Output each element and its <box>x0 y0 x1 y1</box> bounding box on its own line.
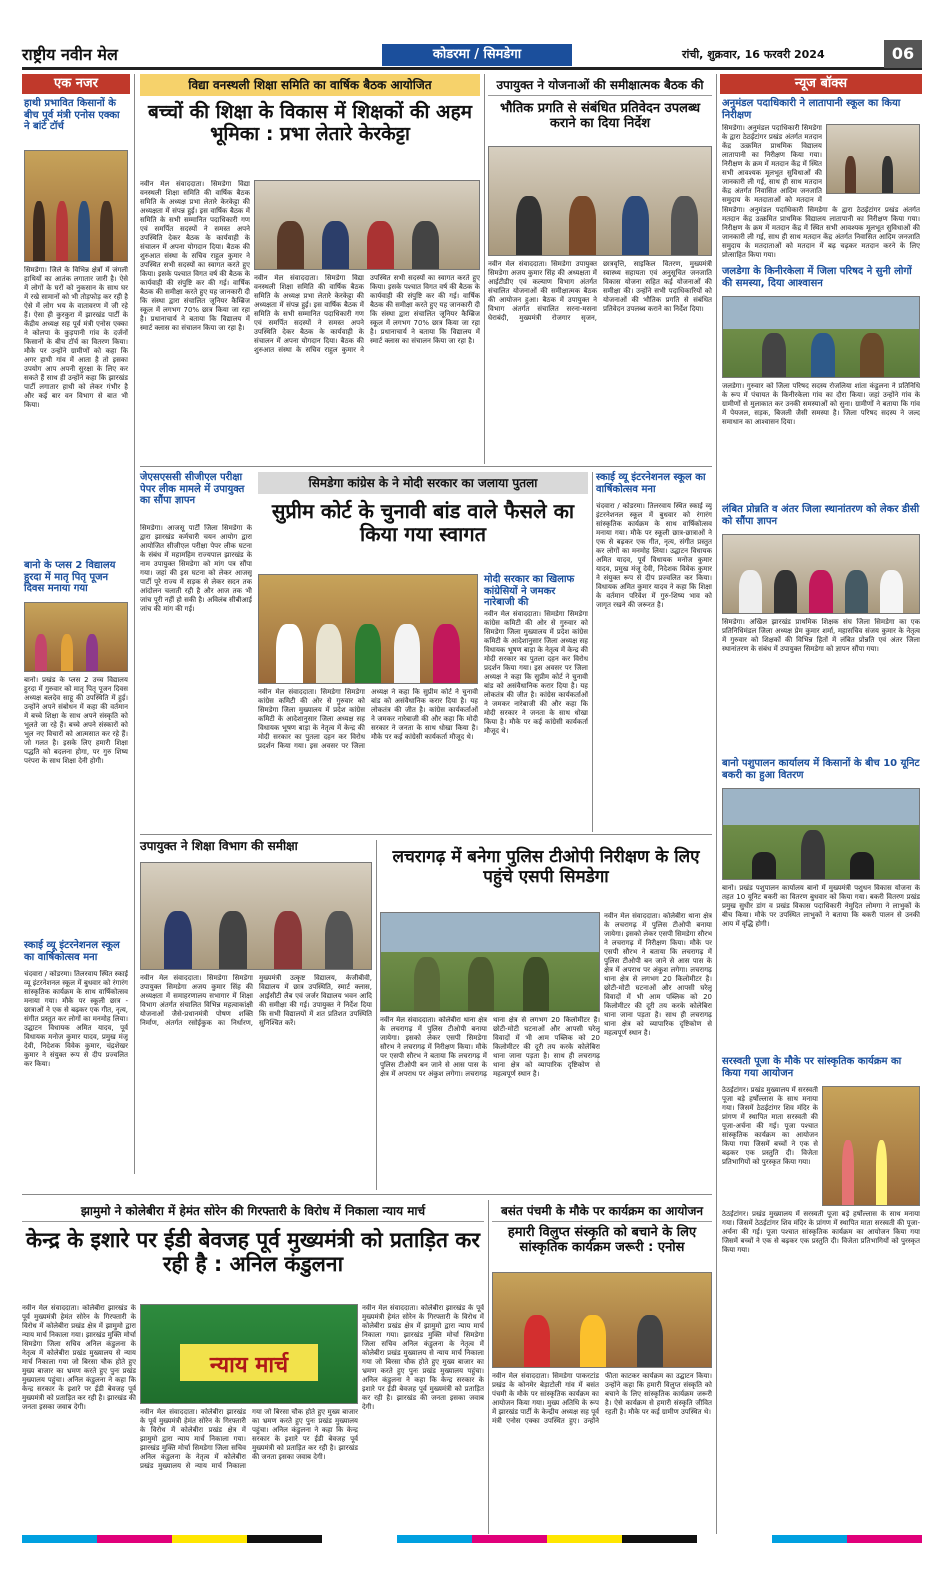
right-story1-text-side: सिमडेगा। अनुमंडल पदाधिकारी सिमडेगा के द्वारा ठेठईटांगर प्रखंड अंतर्गत मतदान केंद्र उत्क्रमित प्राथमिक विद्यालय लातापानी का निरीक्षण किया गया। निरीक्षण के क्रम में मतदान केंद्र में स्थित सभी आवश्यक मूलभूत सुविधाओं की जानकारी ली गई, साथ ही साथ मतदान केंद्र अंतर्गत निवासित आदिम जनजाति समुदाय के मतदाताओं को मतदान में <box>722 124 822 204</box>
bond-subheadline: मोदी सरकार का खिलाफ कांग्रेसियों ने जमकर नारेबाजी की <box>484 574 575 608</box>
section-title: कोडरमा / सिमडेगा <box>382 44 572 66</box>
nyay-headline: केन्द्र के इशारे पर ईडी बेवजह पूर्व मुख्यमंत्री को प्रताड़ित कर रही है : अनिल कंडुलना <box>25 1228 481 1277</box>
police-text-side: नवीन मेल संवाददाता। कोलेबीरा थाना क्षेत्र के लचरागढ़ में पुलिस टीओपी बनाया जायेगा। इसको लेकर एसपी सिमडेगा सौरभ ने लचरागढ़ में निरीक्षण किया। मौके पर एसपी सौरभ ने बताया कि लचरागढ़ में पुलिस टीओपी बन जाने से आस पास के क्षेत्र में अपराध पर अंकुश लगेगा। लचरागढ़ थाना क्षेत्र से लगभग 20 किलोमीटर है। छोटी-मोटी घटनाओं और आपसी घरेलू विवादों में भी आम पब्लिक को 20 किलोमीटर की दूरी तय करके कोलेबिरा थाना जाना पड़ता है। साथ ही लचरागढ़ थाना क्षेत्र को व्यापारिक दृष्टिकोण से महत्वपूर्ण स्थान है। <box>604 912 712 1037</box>
section-rule <box>140 466 712 467</box>
dc-photo <box>140 862 372 970</box>
left-story1-headline: हाथी प्रभावित किसानों के बीच पूर्व मंत्री एनोस एक्का ने बांटे टॉर्च <box>24 98 120 132</box>
school-text: चंदवारा / कोडरमा। तिलरवाय स्थित स्काई व्यू इंटरनेशनल स्कूल में बुधवार को रंगारंग सांस्कृतिक कार्यक्रम के साथ वार्षिकोत्सव मनाया गया। मौके पर स्कूली छात्र-छात्राओं ने एक से बढ़कर एक गीत, नृत्य, संगीत प्रस्तुत कर लोगों का मनमोह लिया। उद्घाटन विधायक अमित यादव, पूर्व विधायक मनोज कुमार यादव, प्रमुख मंजू देवी, निदेशक विवेक कुमार ने संयुक्त रूप से दीप प्रज्वलित कर किया। विधायक अमित कुमार यादव ने कहा कि शिक्षा के वर्तमान परिवेश में गुरु-शिष्य भाव को जागृत रखने की जरूरत है। <box>596 502 712 609</box>
ribbon-dc-meeting: उपायुक्त ने योजनाओं की समीक्षात्मक बैठक की <box>488 74 712 96</box>
right-story4-text: बानो। प्रखंड पशुपालन कार्यालय बानो में मुख्यमंत्री पशुधन विकास योजना के तहत 10 यूनिट बकरी का वितरण बुधवार को किया गया। बकरी वितरण प्रखंड प्रमुख सुधीर डांग व प्रखंड विकास पदाधिकारी नेमुदित लोमगा ने लाभुकों के बीच किया। मौके पर उपस्थित लाभुकों ने बताया कि बकरी पालन से उनकी आय में वृद्धि होगी। <box>722 884 920 928</box>
bond-text-side: नवीन मेल संवाददाता। सिमडेगा सिमडेगा कांग्रेस कमिटी की ओर से गुरुवार को सिमडेगा जिला मुख्यालय में प्रदेश कांग्रेस कमिटी के आदेशानुसार जिला अध्यक्ष सह विधायक भूषण बाड़ा के नेतृत्व में केन्द्र की मोदी सरकार का पुतला दहन कर विरोध प्रदर्शन किया गया। इस अवसर पर जिला अध्यक्ष ने कहा कि सुप्रीम कोर्ट ने चुनावी बांड को असंवैधानिक करार दिया है। यह लोकतंत्र की जीत है। कांग्रेस कार्यकर्ताओं ने जमकर नारेबाजी की और कहा कि मोदी सरकार ने जनता के साथ धोखा किया है। मौके पर कई कांग्रेसी कार्यकर्ता मौजूद थे। <box>484 610 588 735</box>
right-story4-photo <box>722 788 920 880</box>
basant-photo <box>492 1272 712 1368</box>
nyay-text-bottom: नवीन मेल संवाददाता। कोलेबीरा झारखंड के पूर्व मुख्यमंत्री हेमंत सोरेन के गिरफ्तारी के विरोध में कोलेबीरा प्रखंड क्षेत्र में झामुमो द्वारा न्याय मार्च निकाला गया। झारखंड मुक्ति मोर्चा सिमडेगा जिला सचिव अनिल कंडुलना के नेतृत्व में कोलेबीरा प्रखंड मुख्यालय से न्याय मार्च निकाला गया जो बिरसा चौक होते हुए मुख्य बाजार का भ्रमण करते हुए पुनः प्रखंड मुख्यालय पहुंचा। अनिल कंडुलना ने कहा कि केन्द्र सरकार के इशारे पर ईडी बेवजह पूर्व मुख्यमंत्री को प्रताड़ित कर रही है। झारखंड की जनता इसका जवाब देगी। <box>140 1408 358 1470</box>
column-rule <box>488 1200 489 1534</box>
bond-headline: सुप्रीम कोर्ट के चुनावी बांड वाले फैसले का किया गया स्वागत <box>271 499 575 546</box>
nyay-photo <box>140 1304 358 1404</box>
newspaper-page <box>22 40 922 1545</box>
column-rule <box>134 74 135 1174</box>
right-story5-text-side: ठेठईटांगर। प्रखंड मुख्यालय में सरस्वती पूजा बड़े हर्षोल्लास के साथ मनाया गया। जिसमें ठेठईटांगर शिव मंदिर के प्रांगण में स्थापित माता सरस्वती की पूजा-अर्चना की गई। पूजा पश्चात सांस्कृतिक कार्यक्रम का आयोजन किया गया जिसमें बच्चों ने एक से बढ़कर एक प्रस्तुति दी। विजेता प्रतिभागियों को पुरस्कृत किया गया। <box>722 1086 818 1166</box>
ribbon-nyay-march: झामुमो ने कोलेबीरा में हेमंत सोरेन की गिरफ्तारी के विरोध में निकाला न्याय मार्च <box>22 1200 484 1222</box>
nyay-banner-text: न्याय मार्च <box>180 1344 318 1381</box>
column-head-left: एक नजर <box>22 74 130 94</box>
masthead <box>22 40 922 70</box>
left-story1-text: सिमडेगा। जिले के विभिन्न क्षेत्रों में जंगली हाथियों का आतंक लगातार जारी है। ऐसे में लोगों के घरों को नुकसान के साथ घर में रखे सामानों को भी तोड़फोड़ कर रही है ऐसे में लोग भय के वातावरण में जी रहे हैं। ऐसा ही कुरकुरा में झारखंड पार्टी के केंद्रीय अध्यक्ष सह पूर्व मंत्री एनोस एक्का ने कोलपा के कुड़पानी गांव के दर्जनों किसानों के बीच टॉर्च का वितरण किया। मौके पर उन्होंने ग्रामीणों को कहा कि अगर हाथी गांव में आता है तो इसका उपयोग आप अपनी सुरक्षा के लिए कर सकते हैं साथ ही उन्होंने कहा कि झारखंड पार्टी लगातार हाथी को लेकर गंभीर है और कई बार वन विभाग से बात भी किया। <box>24 266 128 409</box>
basant-text: नवीन मेल संवाददाता। सिमडेगा पाकरटांड प्रखंड के कोनमेर बेड़ाटोली गांव में बसंत पंचमी के मौके पर सांस्कृतिक कार्यक्रम का आयोजन किया गया। मुख्य अतिथि के रूप में झारखंड पार्टी के केन्द्रीय अध्यक्ष सह पूर्व मंत्री एनोस एक्का उपस्थित हुए। उन्होंने फीता काटकर कार्यक्रम का उद्घाटन किया। उन्होंने कहा कि हमारी विलुप्त संस्कृति को बचाने के लिए सांस्कृतिक कार्यक्रम जरूरी है। ऐसे कार्यक्रम से हमारी संस्कृति जीवित रहती है। मौके पर कई ग्रामीण उपस्थित थे। <box>492 1372 712 1425</box>
lead-text: नवीन मेल संवाददाता। सिमडेगा विद्या वनस्थली शिक्षा समिति की वार्षिक बैठक समिति के अध्यक्ष प्रभा लेतारे केरकेट्टा की अध्यक्षता में संपन्न हुई। इस वार्षिक बैठक में समिति के सभी सम्मानित पदाधिकारी गण एवं समर्पित सदस्यों ने समस्त अपने उपस्थिति देकर बैठक के कार्यवाही के संचालन में अपना योगदान दिया। बैठक की शुरुआत संस्था के सचिव राहुल कुमार ने उपस्थित सभी सदस्यों का स्वागत करते हुए किया। इसके पश्चात विगत वर्ष की बैठक के कार्यवाही की संपुष्टि कर की गई। वार्षिक बैठक की समीक्षा करते हुए यह जानकारी दी कि संस्था द्वारा संचालित जूनियर कैम्ब्रिज स्कूल में लगभग 70% छात्र किया जा रहा है। प्रधानाचार्य ने बताया कि विद्यालय में स्मार्ट क्लास का संचालन किया जा रहा है। <box>140 180 250 332</box>
section-rule <box>22 1194 712 1195</box>
lead-headline: बच्चों की शिक्षा के विकास में शिक्षकों की अहम भूमिका : प्रभा लेतारे केरकेट्टा <box>147 101 473 145</box>
right-story1-headline: अनुमंडल पदाधिकारी ने लातापानी स्कूल का किया निरीक्षण <box>722 98 901 121</box>
column-rule <box>592 472 593 832</box>
jac-headline: जेएसएससी सीजीएल परीक्षा पेपर लीक मामले में उपायुक्त का सौंपा ज्ञापन <box>140 472 245 506</box>
right-story2-headline: जलडेगा के किनीरकेला में जिला परिषद ने सुनी लोगों की समस्या, दिया आश्वासन <box>722 266 912 289</box>
issue-date: रांची, शुक्रवार, 16 फरवरी 2024 <box>682 48 825 61</box>
column-rule <box>716 74 717 1534</box>
left-story2-headline: बानो के प्लस 2 विद्यालय हुरदा में मातृ पितृ पूजन दिवस मनाया गया <box>24 560 116 594</box>
lead2-photo <box>488 146 712 256</box>
right-story3-photo <box>722 534 920 614</box>
right-story4-headline: बानो पशुपालन कार्यालय में किसानों के बीच 10 यूनिट बकरी का हुआ वितरण <box>722 758 920 781</box>
right-story3-headline: लंबित प्रोन्नति व अंतर जिला स्थानांतरण को लेकर डीसी को सौंपा ज्ञापन <box>722 504 920 527</box>
bond-text: नवीन मेल संवाददाता। सिमडेगा सिमडेगा कांग्रेस कमिटी की ओर से गुरुवार को सिमडेगा जिला मुख्यालय में प्रदेश कांग्रेस कमिटी के आदेशानुसार जिला अध्यक्ष सह विधायक भूषण बाड़ा के नेतृत्व में केन्द्र की मोदी सरकार का पुतला दहन कर विरोध प्रदर्शन किया गया। इस अवसर पर जिला अध्यक्ष ने कहा कि सुप्रीम कोर्ट ने चुनावी बांड को असंवैधानिक करार दिया है। यह लोकतंत्र की जीत है। कांग्रेस कार्यकर्ताओं ने जमकर नारेबाजी की और कहा कि मोदी सरकार ने जनता के साथ धोखा किया है। मौके पर कई कांग्रेसी कार्यकर्ता मौजूद थे। <box>258 688 478 750</box>
lead2-headline: भौतिक प्रगति से संबंधित प्रतिवेदन उपलब्ध कराने का दिया निर्देश <box>499 101 701 131</box>
print-color-bar <box>22 1535 922 1543</box>
right-story5-photo <box>822 1086 920 1206</box>
right-story1-text: सिमडेगा। अनुमंडल पदाधिकारी सिमडेगा के द्वारा ठेठईटांगर प्रखंड अंतर्गत मतदान केंद्र उत्क्रमित प्राथमिक विद्यालय लातापानी का निरीक्षण किया गया। निरीक्षण के क्रम में मतदान केंद्र में स्थित सभी आवश्यक मूलभूत सुविधाओं की जानकारी ली गई, साथ ही साथ मतदान केंद्र अंतर्गत निवासित आदिम जनजाति समुदाय के मतदाताओं को मतदान में बढ़ चढ़कर मतदान करने के लिए प्रोत्साहित किया गया। <box>722 206 920 259</box>
left-story1-photo <box>24 150 128 262</box>
page-number: 06 <box>884 40 922 68</box>
lead-text-continued: नवीन मेल संवाददाता। सिमडेगा विद्या वनस्थली शिक्षा समिति की वार्षिक बैठक समिति के अध्यक्ष प्रभा लेतारे केरकेट्टा की अध्यक्षता में संपन्न हुई। इस वार्षिक बैठक में समिति के सभी सम्मानित पदाधिकारी गण एवं समर्पित सदस्यों ने समस्त अपने उपस्थिति देकर बैठक के कार्यवाही के संचालन में अपना योगदान दिया। बैठक की शुरुआत संस्था के सचिव राहुल कुमार ने उपस्थित सभी सदस्यों का स्वागत करते हुए किया। इसके पश्चात विगत वर्ष की बैठक के कार्यवाही की संपुष्टि कर की गई। वार्षिक बैठक की समीक्षा करते हुए यह जानकारी दी कि संस्था द्वारा संचालित जूनियर कैम्ब्रिज स्कूल में लगभग 70% छात्र किया जा रहा है। प्रधानाचार्य ने बताया कि विद्यालय में स्मार्ट क्लास का संचालन किया जा रहा है। <box>254 274 480 354</box>
right-story1-photo <box>826 124 920 194</box>
lead-photo <box>254 180 480 270</box>
left-story2-text: बानो। प्रखंड के प्लस 2 उच्च विद्यालय हुरदा में गुरुवार को मातृ पितृ पूजन दिवस अध्यक्ष बलदेव साहू की उपस्थिति में हुई। उन्होंने अपने संबोधन में कहा की वर्तमान में बच्चे शिक्षा के साथ अपने संस्कृति को भूलते जा रहे हैं। बच्चे अपने संस्कारों को भूल नए विचारों को आत्मसात कर रहे हैं। जो गलत है। इसके लिए हमारी शिक्षा पद्धति को बदलना होगा, पर गुरु शिष्य परंपरा के साथ शिक्षा देनी होगी। <box>24 676 128 765</box>
jac-text: सिमडेगा। आजसू पार्टी जिला सिमडेगा के द्वारा झारखंड कर्मचारी चयन आयोग द्वारा आयोजित सीजीएल परीक्षा पेपर लीक घटना के संबंध में महामहिम राज्यपाल झारखंड के नाम उपायुक्त सिमडेगा को मांग पत्र सौंपा गया। जहां की इस घटना को लेकर आजसू पार्टी पूरे राज्य में सड़क से लेकर सदन तक आंदोलन चलाती रही है और आज तक भी जांच पूरी नहीं हो सकी है। अविलंब सीबीआई जांच की मांग की गई। <box>140 524 252 613</box>
police-text: नवीन मेल संवाददाता। कोलेबीरा थाना क्षेत्र के लचरागढ़ में पुलिस टीओपी बनाया जायेगा। इसको लेकर एसपी सिमडेगा सौरभ ने लचरागढ़ में निरीक्षण किया। मौके पर एसपी सौरभ ने बताया कि लचरागढ़ में पुलिस टीओपी बन जाने से आस पास के क्षेत्र में अपराध पर अंकुश लगेगा। लचरागढ़ थाना क्षेत्र से लगभग 20 किलोमीटर है। छोटी-मोटी घटनाओं और आपसी घरेलू विवादों में भी आम पब्लिक को 20 किलोमीटर की दूरी तय करके कोलेबिरा थाना जाना पड़ता है। साथ ही लचरागढ़ थाना क्षेत्र को व्यापारिक दृष्टिकोण से महत्वपूर्ण स्थान है। <box>380 1016 600 1078</box>
basant-headline: हमारी विलुप्त संस्कृति को बचाने के लिए सांस्कृतिक कार्यक्रम जरूरी : एनोस <box>507 1225 697 1255</box>
right-story5-text: ठेठईटांगर। प्रखंड मुख्यालय में सरस्वती पूजा बड़े हर्षोल्लास के साथ मनाया गया। जिसमें ठेठईटांगर शिव मंदिर के प्रांगण में स्थापित माता सरस्वती की पूजा-अर्चना की गई। पूजा पश्चात सांस्कृतिक कार्यक्रम का आयोजन किया गया जिसमें बच्चों ने एक से बढ़कर एक प्रस्तुति दी। विजेता प्रतिभागियों को पुरस्कृत किया गया। <box>722 1210 920 1254</box>
police-photo <box>380 912 600 1012</box>
ribbon-samiti: विद्या वनस्थली शिक्षा समिति का वार्षिक बैठक आयोजित <box>140 74 480 96</box>
section-rule <box>140 834 712 835</box>
right-story3-text: सिमडेगा। अखिल झारखंड प्राथमिक शिक्षक संघ जिला सिमडेगा का एक प्रतिनिधिमंडल जिला अध्यक्ष प्रेम कुमार शर्मा, महासचिव संजय कुमार के नेतृत्व में गुरुवार को शिक्षकों की विभिन्न हितों में लंबित प्रोन्नति एवं अंतर जिला स्थानांतरण के संबंध में उपायुक्त सिमडेगा को ज्ञापन सौंपा गया। <box>722 618 920 653</box>
nyay-text-right: नवीन मेल संवाददाता। कोलेबीरा झारखंड के पूर्व मुख्यमंत्री हेमंत सोरेन के गिरफ्तारी के विरोध में कोलेबीरा प्रखंड क्षेत्र में झामुमो द्वारा न्याय मार्च निकाला गया। झारखंड मुक्ति मोर्चा सिमडेगा जिला सचिव अनिल कंडुलना के नेतृत्व में कोलेबीरा प्रखंड मुख्यालय से न्याय मार्च निकाला गया जो बिरसा चौक होते हुए मुख्य बाजार का भ्रमण करते हुए पुनः प्रखंड मुख्यालय पहुंचा। अनिल कंडुलना ने कहा कि केन्द्र सरकार के इशारे पर ईडी बेवजह पूर्व मुख्यमंत्री को प्रताड़ित कर रही है। झारखंड की जनता इसका जवाब देगी। <box>362 1304 484 1411</box>
column-rule <box>484 74 485 464</box>
nyay-text-left: नवीन मेल संवाददाता। कोलेबीरा झारखंड के पूर्व मुख्यमंत्री हेमंत सोरेन के गिरफ्तारी के विरोध में कोलेबीरा प्रखंड क्षेत्र में झामुमो द्वारा न्याय मार्च निकाला गया। झारखंड मुक्ति मोर्चा सिमडेगा जिला सचिव अनिल कंडुलना के नेतृत्व में कोलेबीरा प्रखंड मुख्यालय से न्याय मार्च निकाला गया जो बिरसा चौक होते हुए मुख्य बाजार का भ्रमण करते हुए पुनः प्रखंड मुख्यालय पहुंचा। अनिल कंडुलना ने कहा कि केन्द्र सरकार के इशारे पर ईडी बेवजह पूर्व मुख्यमंत्री को प्रताड़ित कर रही है। झारखंड की जनता इसका जवाब देगी। <box>22 1304 136 1411</box>
right-story2-text: जलडेगा। गुरुवार को जिला परिषद सदस्य रोजलिया शांता कंडुलना ने प्रतिनिधि के रूप में पंचायत के किनीरकेला गांव का दौरा किया। जहां उन्होंने गांव के ग्रामीणों से मुलाकात कर उनकी समस्याओं को सुना। ग्रामीणों ने बताया कि गांव में पेयजल, सड़क, बिजली जैसी समस्या है। जिला परिषद सदस्य ने जल्द समाधान का आश्वासन दिया। <box>722 382 920 426</box>
dc-text: नवीन मेल संवाददाता। सिमडेगा सिमडेगा उपायुक्त सिमडेगा अजय कुमार सिंह की अध्यक्षता में समाहरणालय सभागार में शिक्षा विभाग अंतर्गत संचालित विभिन्न महत्वाकांक्षी योजनाओं जैसे-प्रधानमंत्री पोषण शक्ति निर्माण, अंतर्गत रसोईकुक का निर्धारण, मुख्यमंत्री उत्कृष्ट विद्यालय, केजीबीवी, विद्यालय में छात्र उपस्थिति, स्मार्ट क्लास, आईसीटी लैब एवं जर्जर विद्यालय भवन आदि की समीक्षा की गई। उपायुक्त ने निर्देश दिया कि सभी विद्यालयों में शत प्रतिशत उपस्थिति सुनिश्चित करें। <box>140 974 372 1027</box>
police-headline: लचरागढ़ में बनेगा पुलिस टीओपी निरीक्षण के लिए पहुंचे एसपी सिमडेगा <box>392 847 700 887</box>
dc-headline: उपायुक्त ने शिक्षा विभाग की समीक्षा <box>140 839 298 853</box>
left-story2-photo <box>24 602 128 672</box>
left-story3-headline: स्काई व्यू इंटरनेशनल स्कूल का वार्षिकोत्सव मना <box>24 940 120 963</box>
newspaper-brand: राष्ट्रीय नवीन मेल <box>22 45 118 64</box>
ribbon-basant: बसंत पंचमी के मौके पर कार्यक्रम का आयोजन <box>492 1200 712 1222</box>
lead2-text: नवीन मेल संवाददाता। सिमडेगा उपायुक्त सिमडेगा अजय कुमार सिंह की अध्यक्षता में आईटीडीए एवं कल्याण विभाग अंतर्गत संचालित योजनाओं की समीक्षात्मक बैठक की आयोजन हुआ। बैठक में उपायुक्त ने विभाग अंतर्गत संचालित सरना-मसना घेराबंदी, मुख्यमंत्री रोजगार सृजन, छात्रवृत्ति, साइकिल वितरण, मुख्यमंत्री स्वास्थ्य सहायता एवं अनुसूचित जनजाति विकास योजना सहित कई योजनाओं की समीक्षा की। उन्होंने सभी पदाधिकारियों को योजनाओं की भौतिक प्रगति से संबंधित प्रतिवेदन उपलब्ध कराने का निर्देश दिया। <box>488 260 712 322</box>
right-story2-photo <box>722 296 920 378</box>
column-head-right: न्यूज बॉक्स <box>720 74 922 94</box>
school-headline: स्काई व्यू इंटरनेशनल स्कूल का वार्षिकोत्सव मना <box>596 472 706 495</box>
column-rule <box>376 840 377 1190</box>
bond-photo <box>258 574 478 684</box>
right-story5-headline: सरस्वती पूजा के मौके पर सांस्कृतिक कार्यक्रम का किया गया आयोजन <box>722 1056 902 1079</box>
left-story3-text: चंदवारा / कोडरमा। तिलरवाय स्थित स्काई व्यू इंटरनेशनल स्कूल में बुधवार को रंगारंग सांस्कृतिक कार्यक्रम के साथ वार्षिकोत्सव मनाया गया। मौके पर स्कूली छात्र - छात्राओं ने एक से बढ़कर एक गीत, नृत्य, संगीत प्रस्तुत कर लोगों का मनमोह लिया। उद्घाटन विधायक अमित यादव, पूर्व विधायक मनोज कुमार यादव, प्रमुख मंजू देवी, निदेशक विवेक कुमार, चंद्रशेखर कुमार ने संयुक्त रूप से दीप प्रज्वलित कर किया। <box>24 970 128 1068</box>
ribbon-congress: सिमडेगा कांग्रेस के ने मोदी सरकार का जलाया पुतला <box>258 472 588 494</box>
